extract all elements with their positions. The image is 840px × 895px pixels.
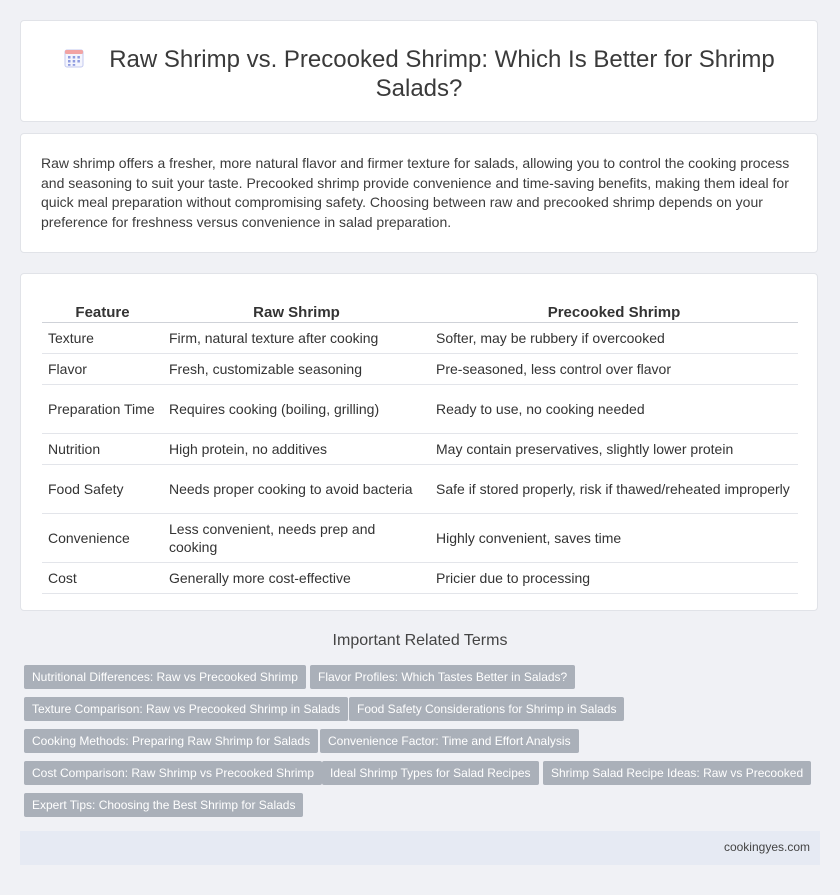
- table-row: [42, 514, 798, 563]
- related-tag[interactable]: Expert Tips: Choosing the Best Shrimp for Salads: [24, 793, 303, 817]
- title-card: [20, 20, 818, 122]
- header-raw-shrimp: Raw Shrimp: [163, 295, 430, 323]
- feature-cell: Cost: [42, 563, 163, 594]
- raw-cell: Needs proper cooking to avoid bacteria: [163, 465, 430, 514]
- feature-cell: Nutrition: [42, 434, 163, 465]
- related-tag[interactable]: Convenience Factor: Time and Effort Analysis: [320, 729, 579, 753]
- feature-cell: Preparation Time: [42, 385, 163, 434]
- table-row: [42, 465, 798, 514]
- header-precooked-shrimp: Precooked Shrimp: [430, 295, 798, 323]
- page-title: Raw Shrimp vs. Precooked Shrimp: Which Is Better for Shrimp Salads?: [109, 46, 775, 102]
- table-row: [42, 563, 798, 594]
- comparison-table: [42, 295, 798, 594]
- page-title-wrap: [61, 45, 777, 103]
- related-tag[interactable]: Ideal Shrimp Types for Salad Recipes: [322, 761, 539, 785]
- raw-cell: Requires cooking (boiling, grilling): [163, 385, 430, 434]
- related-tag[interactable]: Cooking Methods: Preparing Raw Shrimp for Salads: [24, 729, 318, 753]
- header-feature: Feature: [42, 295, 163, 323]
- precooked-cell: Ready to use, no cooking needed: [430, 385, 798, 434]
- precooked-cell: Highly convenient, saves time: [430, 514, 798, 563]
- calendar-icon: [63, 47, 85, 69]
- related-tag[interactable]: Nutritional Differences: Raw vs Precooked Shrimp: [24, 665, 306, 689]
- feature-cell: Flavor: [42, 354, 163, 385]
- table-row: [42, 434, 798, 465]
- raw-cell: Less convenient, needs prep and cooking: [163, 514, 430, 563]
- feature-cell: Texture: [42, 323, 163, 354]
- precooked-cell: Safe if stored properly, risk if thawed/reheated improperly: [430, 465, 798, 514]
- intro-card: [20, 133, 818, 253]
- table-row: [42, 323, 798, 354]
- table-row: [42, 354, 798, 385]
- related-tag[interactable]: Texture Comparison: Raw vs Precooked Shrimp in Salads: [24, 697, 348, 721]
- precooked-cell: Softer, may be rubbery if overcooked: [430, 323, 798, 354]
- table-row: [42, 385, 798, 434]
- feature-cell: Food Safety: [42, 465, 163, 514]
- table-header-row: [42, 295, 798, 323]
- feature-cell: Convenience: [42, 514, 163, 563]
- related-tag[interactable]: Shrimp Salad Recipe Ideas: Raw vs Precooked: [543, 761, 811, 785]
- related-terms-heading: Important Related Terms: [332, 632, 508, 649]
- comparison-card: [20, 273, 818, 611]
- precooked-cell: Pre-seasoned, less control over flavor: [430, 354, 798, 385]
- raw-cell: High protein, no additives: [163, 434, 430, 465]
- intro-paragraph: Raw shrimp offers a fresher, more natural flavor and firmer texture for salads, allowing you to control the cooking process and seasoning to suit your taste. Precooked shrimp provide convenience and time-saving benefits, making them ideal for quick meal preparation without compromising safety. Choosing between raw and precooked shrimp depends on your preference for freshness versus convenience in salad preparation.: [41, 155, 790, 230]
- footer: [20, 831, 820, 865]
- related-tag[interactable]: Cost Comparison: Raw Shrimp vs Precooked Shrimp: [24, 761, 322, 785]
- precooked-cell: May contain preservatives, slightly lower protein: [430, 434, 798, 465]
- related-tag[interactable]: Food Safety Considerations for Shrimp in Salads: [349, 697, 624, 721]
- footer-site-link[interactable]: cookingyes.com: [723, 840, 810, 854]
- raw-cell: Fresh, customizable seasoning: [163, 354, 430, 385]
- raw-cell: Firm, natural texture after cooking: [163, 323, 430, 354]
- raw-cell: Generally more cost-effective: [163, 563, 430, 594]
- related-tag[interactable]: Flavor Profiles: Which Tastes Better in Salads?: [310, 665, 575, 689]
- precooked-cell: Pricier due to processing: [430, 563, 798, 594]
